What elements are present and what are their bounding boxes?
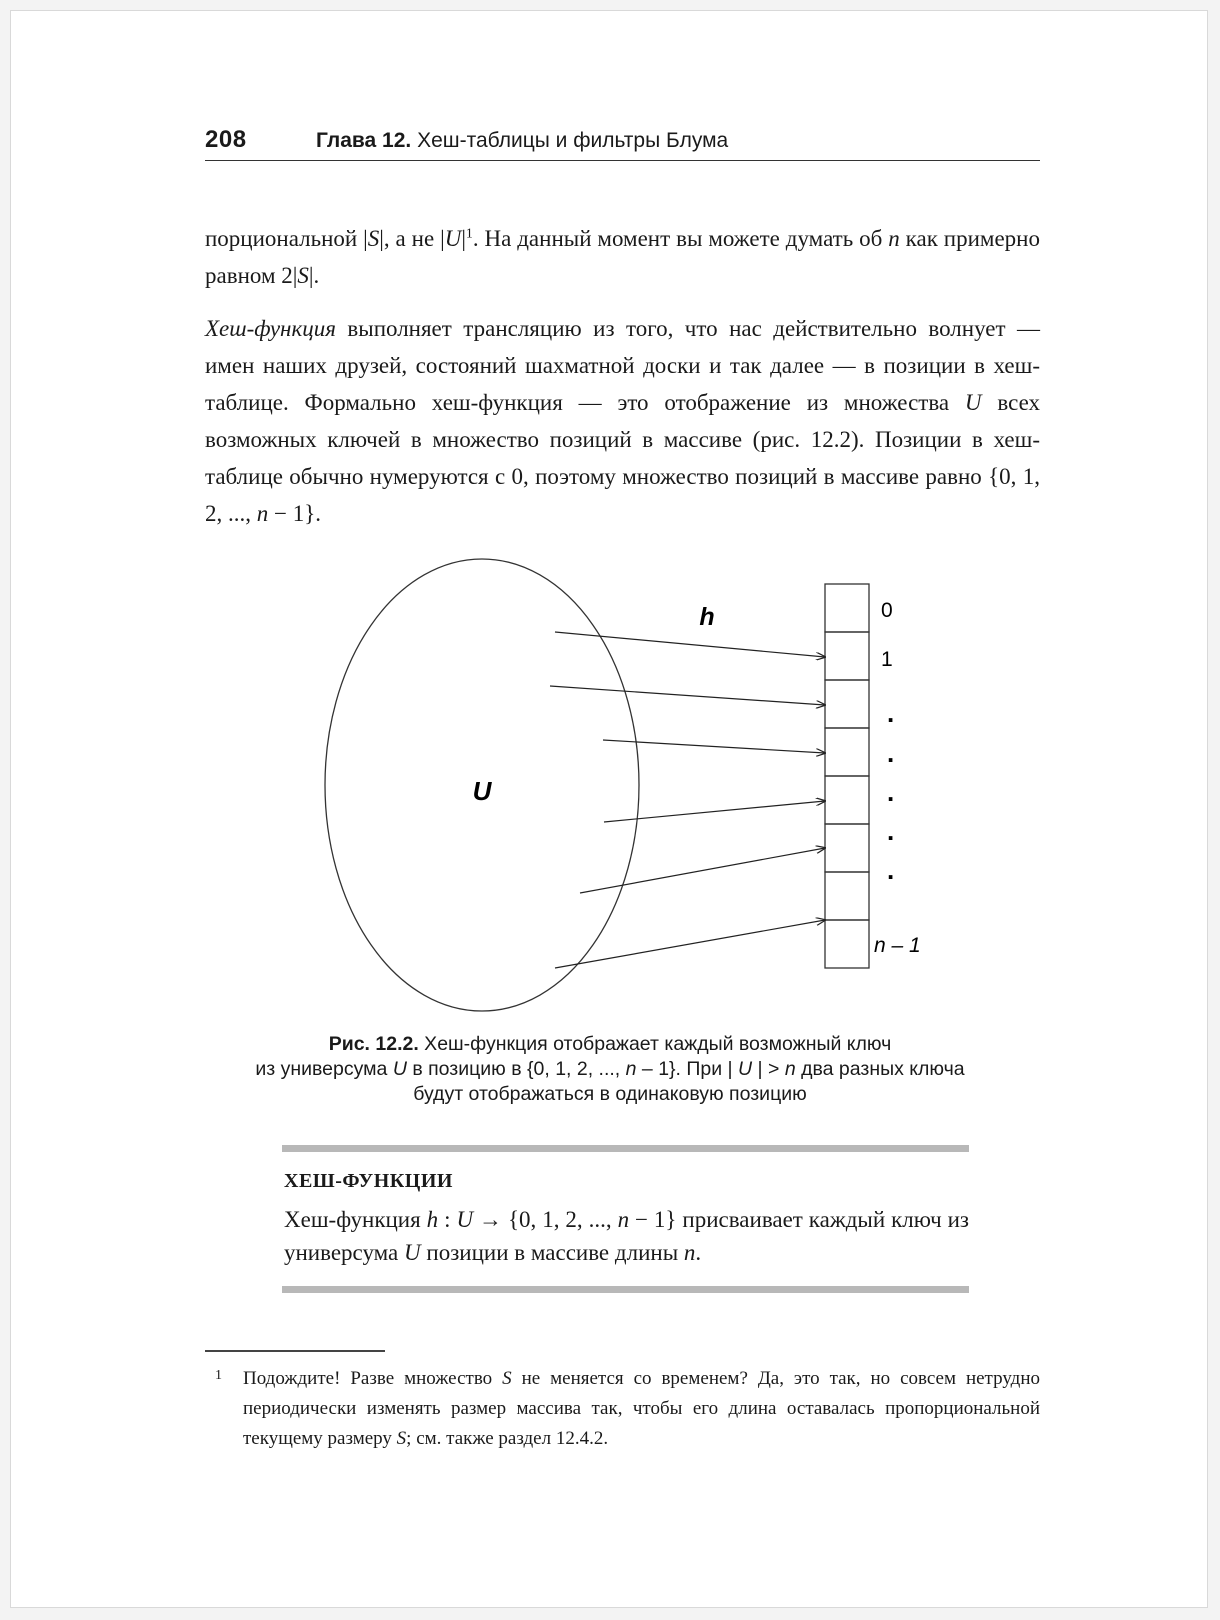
text-run: выполняет трансляцию из того, что нас действительно волнует — имен наших друзей, состояний шахматной доски и так далее — в позиции в хеш-таблице. Формально хеш-функция — это отображение из множества xyxy=(205,316,1040,415)
math-var: S xyxy=(502,1368,512,1389)
mapping-arrow xyxy=(550,686,825,705)
slot-label: 1 xyxy=(881,648,893,671)
chapter-title: Хеш-таблицы и фильтры Блума xyxy=(417,129,729,152)
callout-bottom-rule xyxy=(282,1286,969,1293)
slot-label: . xyxy=(887,855,895,885)
footnote-text xyxy=(243,1364,1040,1454)
math-var: U xyxy=(404,1240,421,1265)
function-label: h xyxy=(699,603,715,631)
text-run: два разных ключа xyxy=(795,1058,965,1080)
text-run: Подождите! Разве множество xyxy=(243,1368,503,1389)
universe-label: U xyxy=(472,776,492,806)
text-run: Хеш-функция xyxy=(284,1207,427,1232)
math-var: n xyxy=(683,1240,696,1265)
text-run: порциональной | xyxy=(205,226,368,251)
text-run: всех возможных ключей в множество позиций в массиве (рис. 12.2). Позиции в хеш-таблице обычно нумеруются с 0, поэтому множество позиций в массиве равно {0, 1, 2, ..., xyxy=(205,390,1040,526)
text-run: в позицию в {0, 1, 2, ..., xyxy=(406,1058,626,1080)
mapping-arrow xyxy=(555,920,825,968)
math-var: S xyxy=(367,226,380,251)
slot-label: . xyxy=(887,738,895,768)
slot-labels xyxy=(874,599,921,957)
array-slot xyxy=(825,584,869,632)
math-var: h xyxy=(426,1207,439,1232)
math-var: S xyxy=(396,1428,407,1449)
text-run: → {0, 1, 2, ..., xyxy=(473,1207,618,1232)
array-slot xyxy=(825,680,869,728)
text-run: | xyxy=(461,226,466,251)
array-slot xyxy=(825,824,869,872)
mapping-arrow xyxy=(580,848,825,893)
text-run: . xyxy=(695,1240,702,1265)
footnote-separator xyxy=(205,1350,385,1352)
text-run: : xyxy=(438,1207,457,1232)
defined-term: Хеш-функция xyxy=(205,316,336,341)
text-run: − 1}. xyxy=(268,501,322,526)
page-number: 208 xyxy=(205,126,247,153)
caption-line-2 xyxy=(150,1057,1070,1082)
slot-label: n – 1 xyxy=(874,934,921,957)
caption-line-3: будут отображаться в одинаковую позицию xyxy=(413,1083,807,1105)
math-var: U xyxy=(456,1207,474,1232)
text-run: из универсума xyxy=(255,1058,393,1080)
text-run: |. xyxy=(308,263,320,288)
math-var: n xyxy=(888,226,900,251)
array-slot xyxy=(825,776,869,824)
figure-caption xyxy=(150,1032,1070,1107)
mapping-arrows xyxy=(550,632,825,968)
callout-title: ХЕШ-ФУНКЦИИ xyxy=(284,1170,453,1192)
footnote-reference: 1 xyxy=(465,225,473,241)
text-run: – 1}. При | xyxy=(636,1058,739,1080)
math-var: U xyxy=(444,226,462,251)
math-var: U xyxy=(738,1058,753,1080)
hash-array xyxy=(825,584,869,968)
math-var: U xyxy=(392,1058,407,1080)
text-run: Хеш-функция отображает каждый возможный ключ xyxy=(418,1033,892,1055)
text-run: − 1} присваивает каждый ключ из универсума xyxy=(284,1207,970,1265)
text-run: |, а не | xyxy=(379,226,445,251)
array-slot xyxy=(825,728,869,776)
callout-top-rule xyxy=(282,1145,969,1152)
math-var: n xyxy=(784,1058,796,1080)
math-var: n xyxy=(617,1207,630,1232)
slot-label: . xyxy=(887,698,895,728)
text-run: не меняется со временем? Да, это так, но совсем нетрудно периодически изменять размер массива так, чтобы его длина оставалась пропорциональной текущему размеру xyxy=(243,1368,1040,1449)
text-run: позиции в массиве длины xyxy=(420,1240,684,1265)
math-var: n xyxy=(625,1058,637,1080)
math-var: n xyxy=(256,501,269,526)
mapping-arrow xyxy=(555,632,825,657)
callout-body xyxy=(284,1203,969,1269)
mapping-arrow xyxy=(604,801,825,822)
footnote-number: 1 xyxy=(215,1368,222,1383)
text-run: ; см. также раздел 12.4.2. xyxy=(406,1428,609,1449)
slot-label: 0 xyxy=(881,599,893,622)
array-slot xyxy=(825,920,869,968)
text-run: как примерно равном 2| xyxy=(205,226,1040,288)
array-slot xyxy=(825,632,869,680)
array-slot xyxy=(825,872,869,920)
math-var: U xyxy=(964,390,982,415)
math-var: S xyxy=(297,263,309,288)
text-run: . На данный момент вы можете думать об xyxy=(472,226,889,251)
chapter-label: Глава 12. xyxy=(316,129,412,152)
text-run: | > xyxy=(752,1058,785,1080)
slot-label: . xyxy=(887,777,895,807)
caption-line-1 xyxy=(150,1032,1070,1057)
slot-label: . xyxy=(887,816,895,846)
caption-label: Рис. 12.2. xyxy=(328,1033,419,1055)
